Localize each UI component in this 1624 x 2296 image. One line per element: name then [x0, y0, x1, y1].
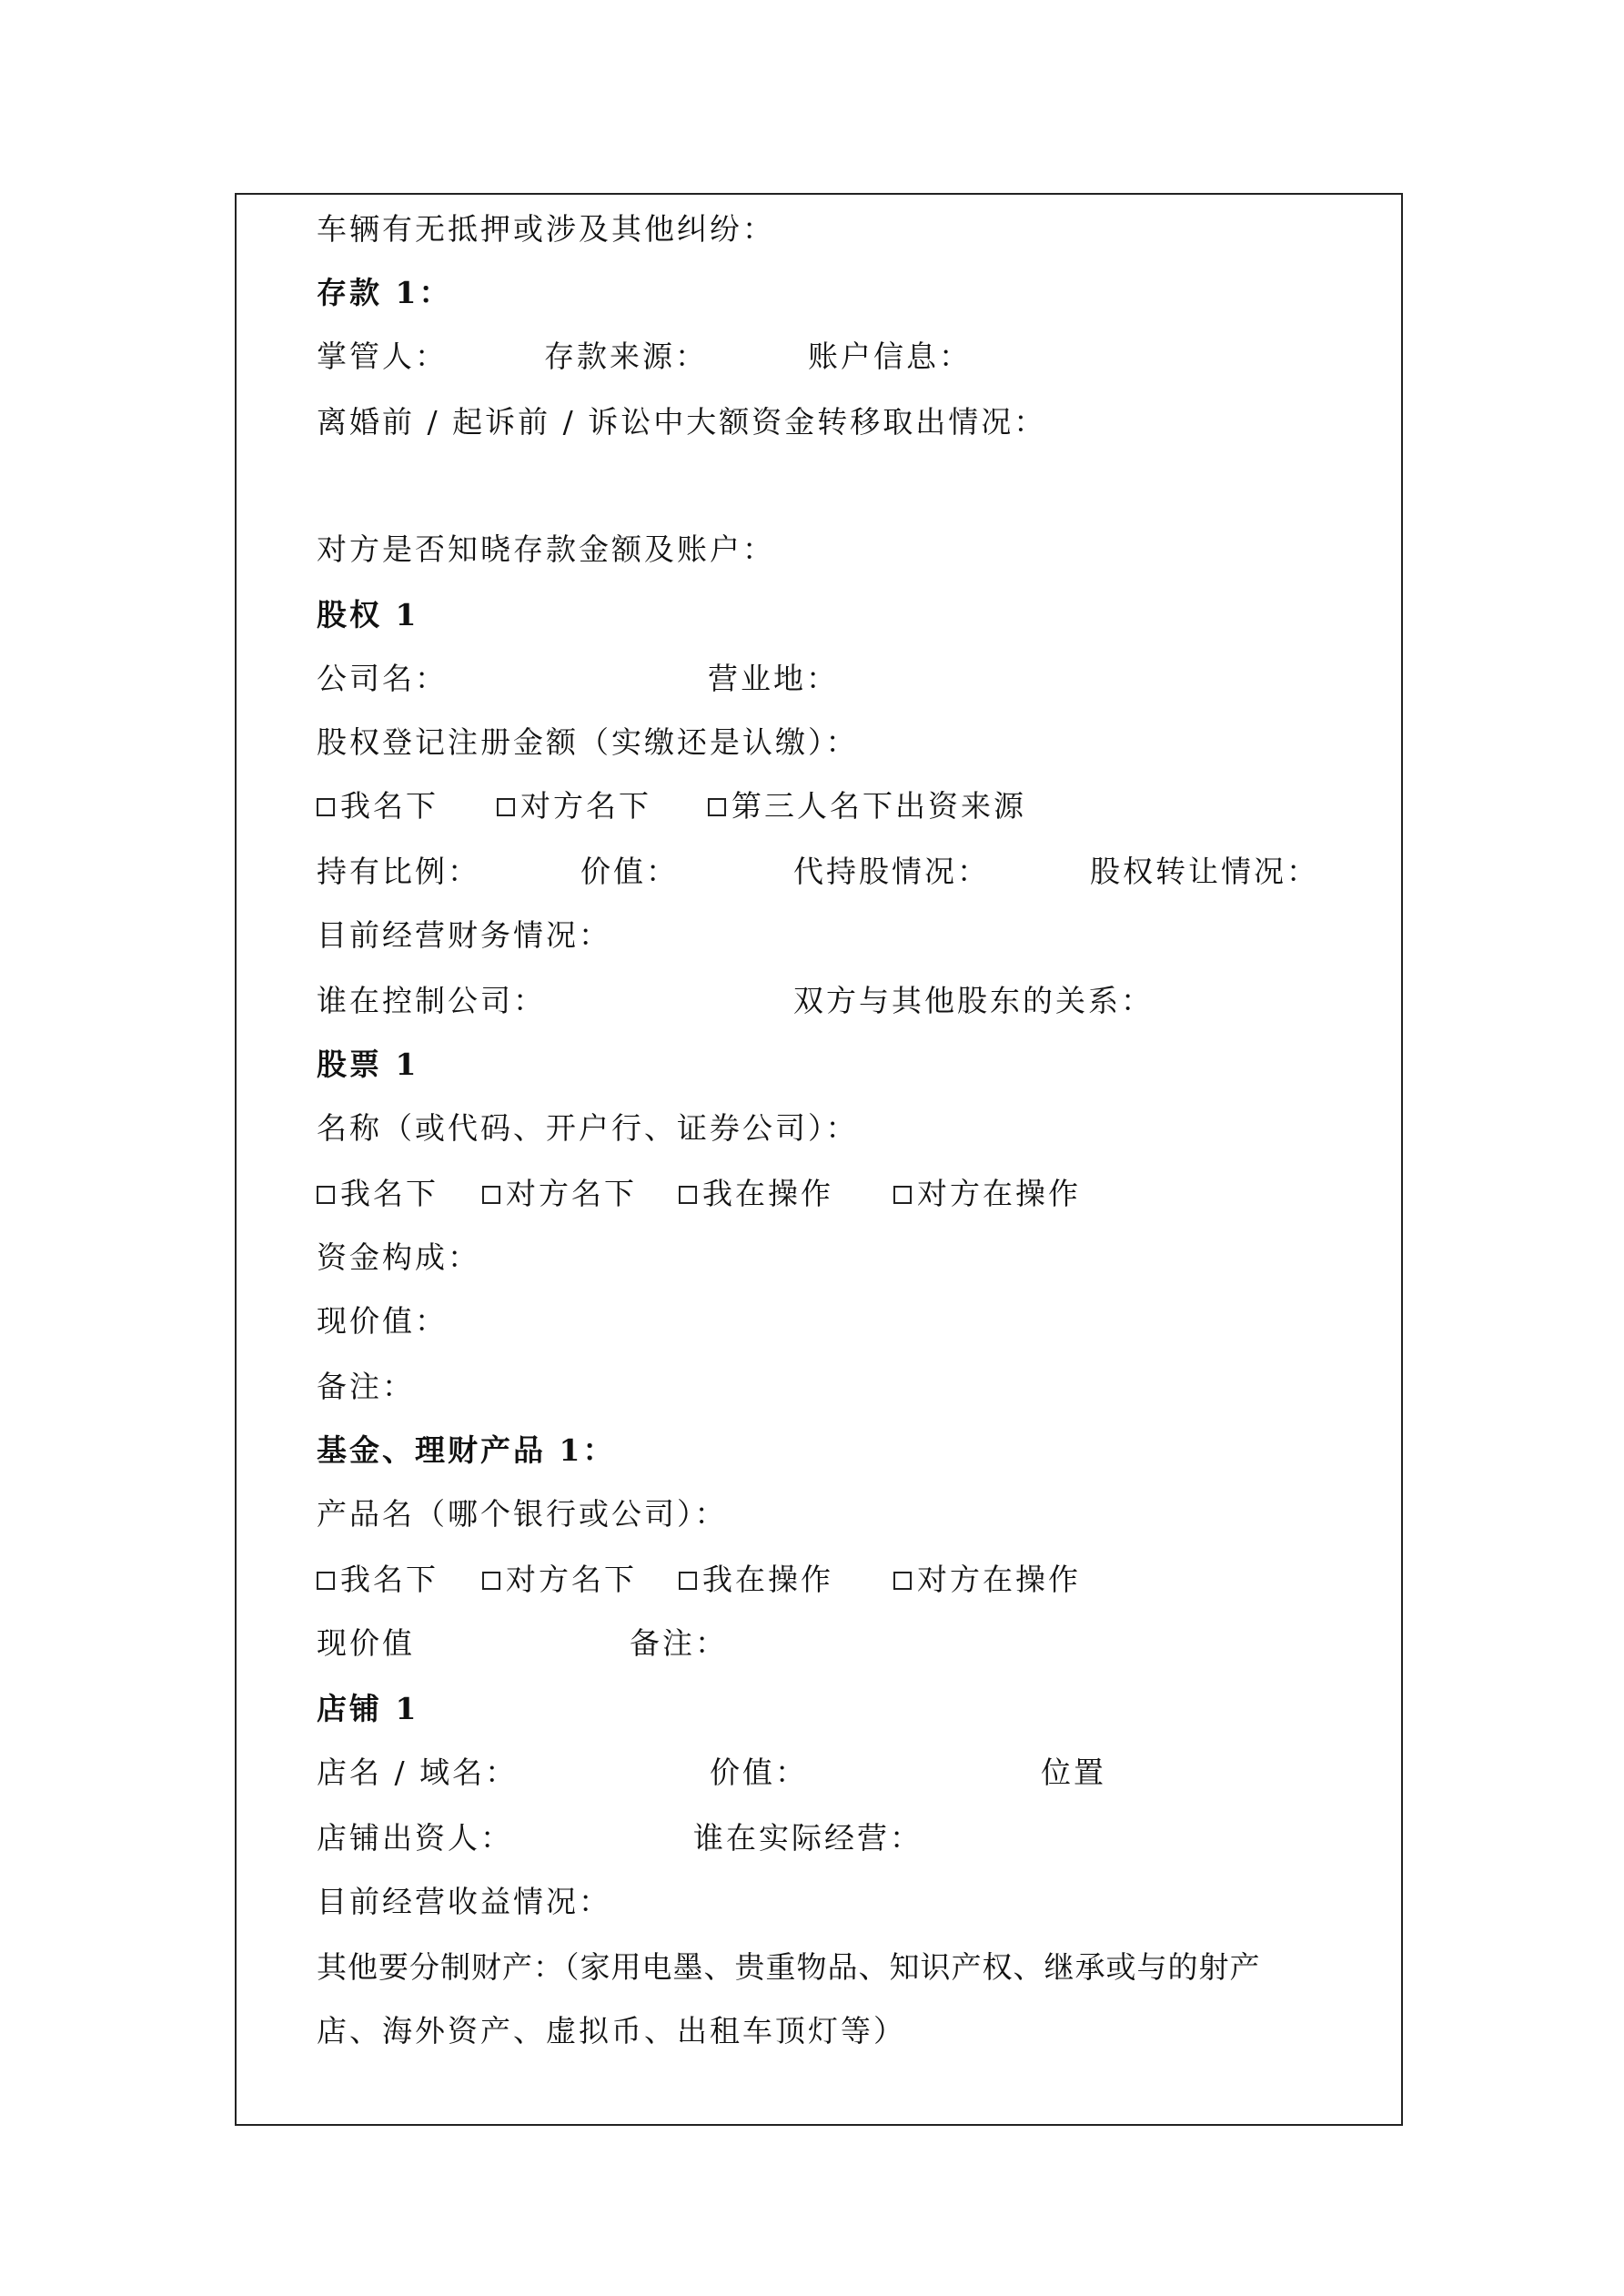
fund-options: [317, 1562, 1363, 1598]
shop-domain-label: 店名 / 域名：: [317, 1755, 519, 1790]
fund-value-row: [317, 1625, 1363, 1662]
other-property-line2: 店、海外资产、虚拟币、出租车顶灯等）: [317, 2013, 906, 2048]
fund-option-i-operate[interactable]: [679, 1562, 833, 1598]
shop-heading: 店铺 1: [317, 1691, 419, 1726]
deposit-account-label: 账户信息：: [808, 339, 972, 374]
stock-heading: 股票 1: [317, 1047, 419, 1082]
fund-option-mine-label: 我名下: [340, 1562, 439, 1597]
deposit-source-label: 存款来源：: [544, 339, 708, 374]
equity-business-location-label: 营业地：: [708, 661, 839, 696]
shop-value-label: 价值：: [710, 1755, 808, 1790]
stock-option-mine-label: 我名下: [340, 1176, 439, 1211]
stock-option-other-operates-label: 对方在操作: [917, 1176, 1081, 1211]
deposit-row: [317, 339, 1363, 375]
other-property-line1: 其他要分制财产：（家用电墨、贵重物品、知识产权、继承或与的射产: [317, 1949, 1261, 1985]
fund-remark-label: 备注：: [630, 1625, 728, 1661]
checkbox-icon[interactable]: [317, 1186, 335, 1204]
checkbox-icon[interactable]: [317, 798, 335, 816]
equity-company-row: [317, 661, 1363, 697]
stock-option-i-operate[interactable]: [679, 1176, 833, 1212]
equity-option-third-label: 第三人名下出资来源: [731, 788, 1026, 824]
vehicle-dispute-label: 车辆有无抵押或涉及其他纠纷：: [317, 211, 775, 247]
shop-income-label: 目前经营收益情况：: [317, 1884, 611, 1919]
shop-operator-label: 谁在实际经营：: [693, 1820, 923, 1856]
deposit-heading: 存款 1：: [317, 275, 452, 310]
shop-location-label: 位置: [1041, 1755, 1106, 1790]
equity-control-label: 谁在控制公司：: [317, 983, 546, 1018]
fund-current-value-label: 现价值: [317, 1625, 415, 1661]
deposit-awareness-label: 对方是否知晓存款金额及账户：: [317, 531, 775, 567]
fund-option-other-operates-label: 对方在操作: [917, 1562, 1081, 1597]
equity-operation-label: 目前经营财务情况：: [317, 917, 611, 953]
equity-proxy-label: 代持股情况：: [793, 854, 990, 889]
checkbox-icon[interactable]: [708, 798, 726, 816]
checkbox-icon[interactable]: [497, 798, 515, 816]
equity-registered-capital-label: 股权登记注册金额（实缴还是认缴）：: [317, 724, 859, 760]
fund-option-other-label: 对方名下: [506, 1562, 637, 1597]
stock-options: [317, 1176, 1363, 1212]
fund-option-i-operate-label: 我在操作: [702, 1562, 833, 1597]
stock-current-value-label: 现价值：: [317, 1303, 448, 1339]
equity-value-label: 价值：: [580, 854, 679, 889]
fund-option-mine[interactable]: [317, 1562, 439, 1598]
checkbox-icon[interactable]: [317, 1572, 335, 1590]
stock-remark-label: 备注：: [317, 1369, 415, 1404]
equity-transfer-label: 股权转让情况：: [1090, 854, 1319, 889]
fund-option-other-operates[interactable]: [893, 1562, 1081, 1598]
stock-option-other-operates[interactable]: [893, 1176, 1081, 1212]
equity-ratio-label: 持有比例：: [317, 854, 480, 889]
equity-option-other[interactable]: [497, 788, 651, 824]
stock-option-mine[interactable]: [317, 1176, 439, 1212]
deposit-custodian-label: 掌管人：: [317, 339, 448, 374]
stock-option-other-label: 对方名下: [506, 1176, 637, 1211]
equity-heading: 股权 1: [317, 597, 419, 632]
checkbox-icon[interactable]: [679, 1186, 697, 1204]
equity-ratio-row: [317, 854, 1363, 890]
shop-investor-row: [317, 1820, 1363, 1856]
checkbox-icon[interactable]: [679, 1572, 697, 1590]
equity-company-name-label: 公司名：: [317, 661, 448, 696]
fund-heading: 基金、理财产品 1：: [317, 1432, 616, 1468]
shop-domain-row: [317, 1755, 1363, 1791]
checkbox-icon[interactable]: [482, 1572, 500, 1590]
checkbox-icon[interactable]: [893, 1186, 912, 1204]
stock-name-label: 名称（或代码、开户行、证券公司）：: [317, 1110, 859, 1146]
deposit-transfer-label: 离婚前 / 起诉前 / 诉讼中大额资金转移取出情况：: [317, 404, 1047, 440]
equity-owner-options: [317, 788, 1363, 824]
shop-investor-label: 店铺出资人：: [317, 1820, 513, 1856]
equity-option-third[interactable]: [708, 788, 1026, 824]
equity-relation-label: 双方与其他股东的关系：: [793, 983, 1154, 1018]
fund-product-name-label: 产品名（哪个银行或公司）：: [317, 1496, 728, 1532]
equity-option-mine[interactable]: [317, 788, 439, 824]
checkbox-icon[interactable]: [482, 1186, 500, 1204]
checkbox-icon[interactable]: [893, 1572, 912, 1590]
stock-option-other[interactable]: [482, 1176, 637, 1212]
stock-composition-label: 资金构成：: [317, 1239, 480, 1275]
stock-option-i-operate-label: 我在操作: [702, 1176, 833, 1211]
equity-control-row: [317, 983, 1363, 1019]
equity-option-mine-label: 我名下: [340, 788, 439, 824]
fund-option-other[interactable]: [482, 1562, 637, 1598]
equity-option-other-label: 对方名下: [520, 788, 651, 824]
